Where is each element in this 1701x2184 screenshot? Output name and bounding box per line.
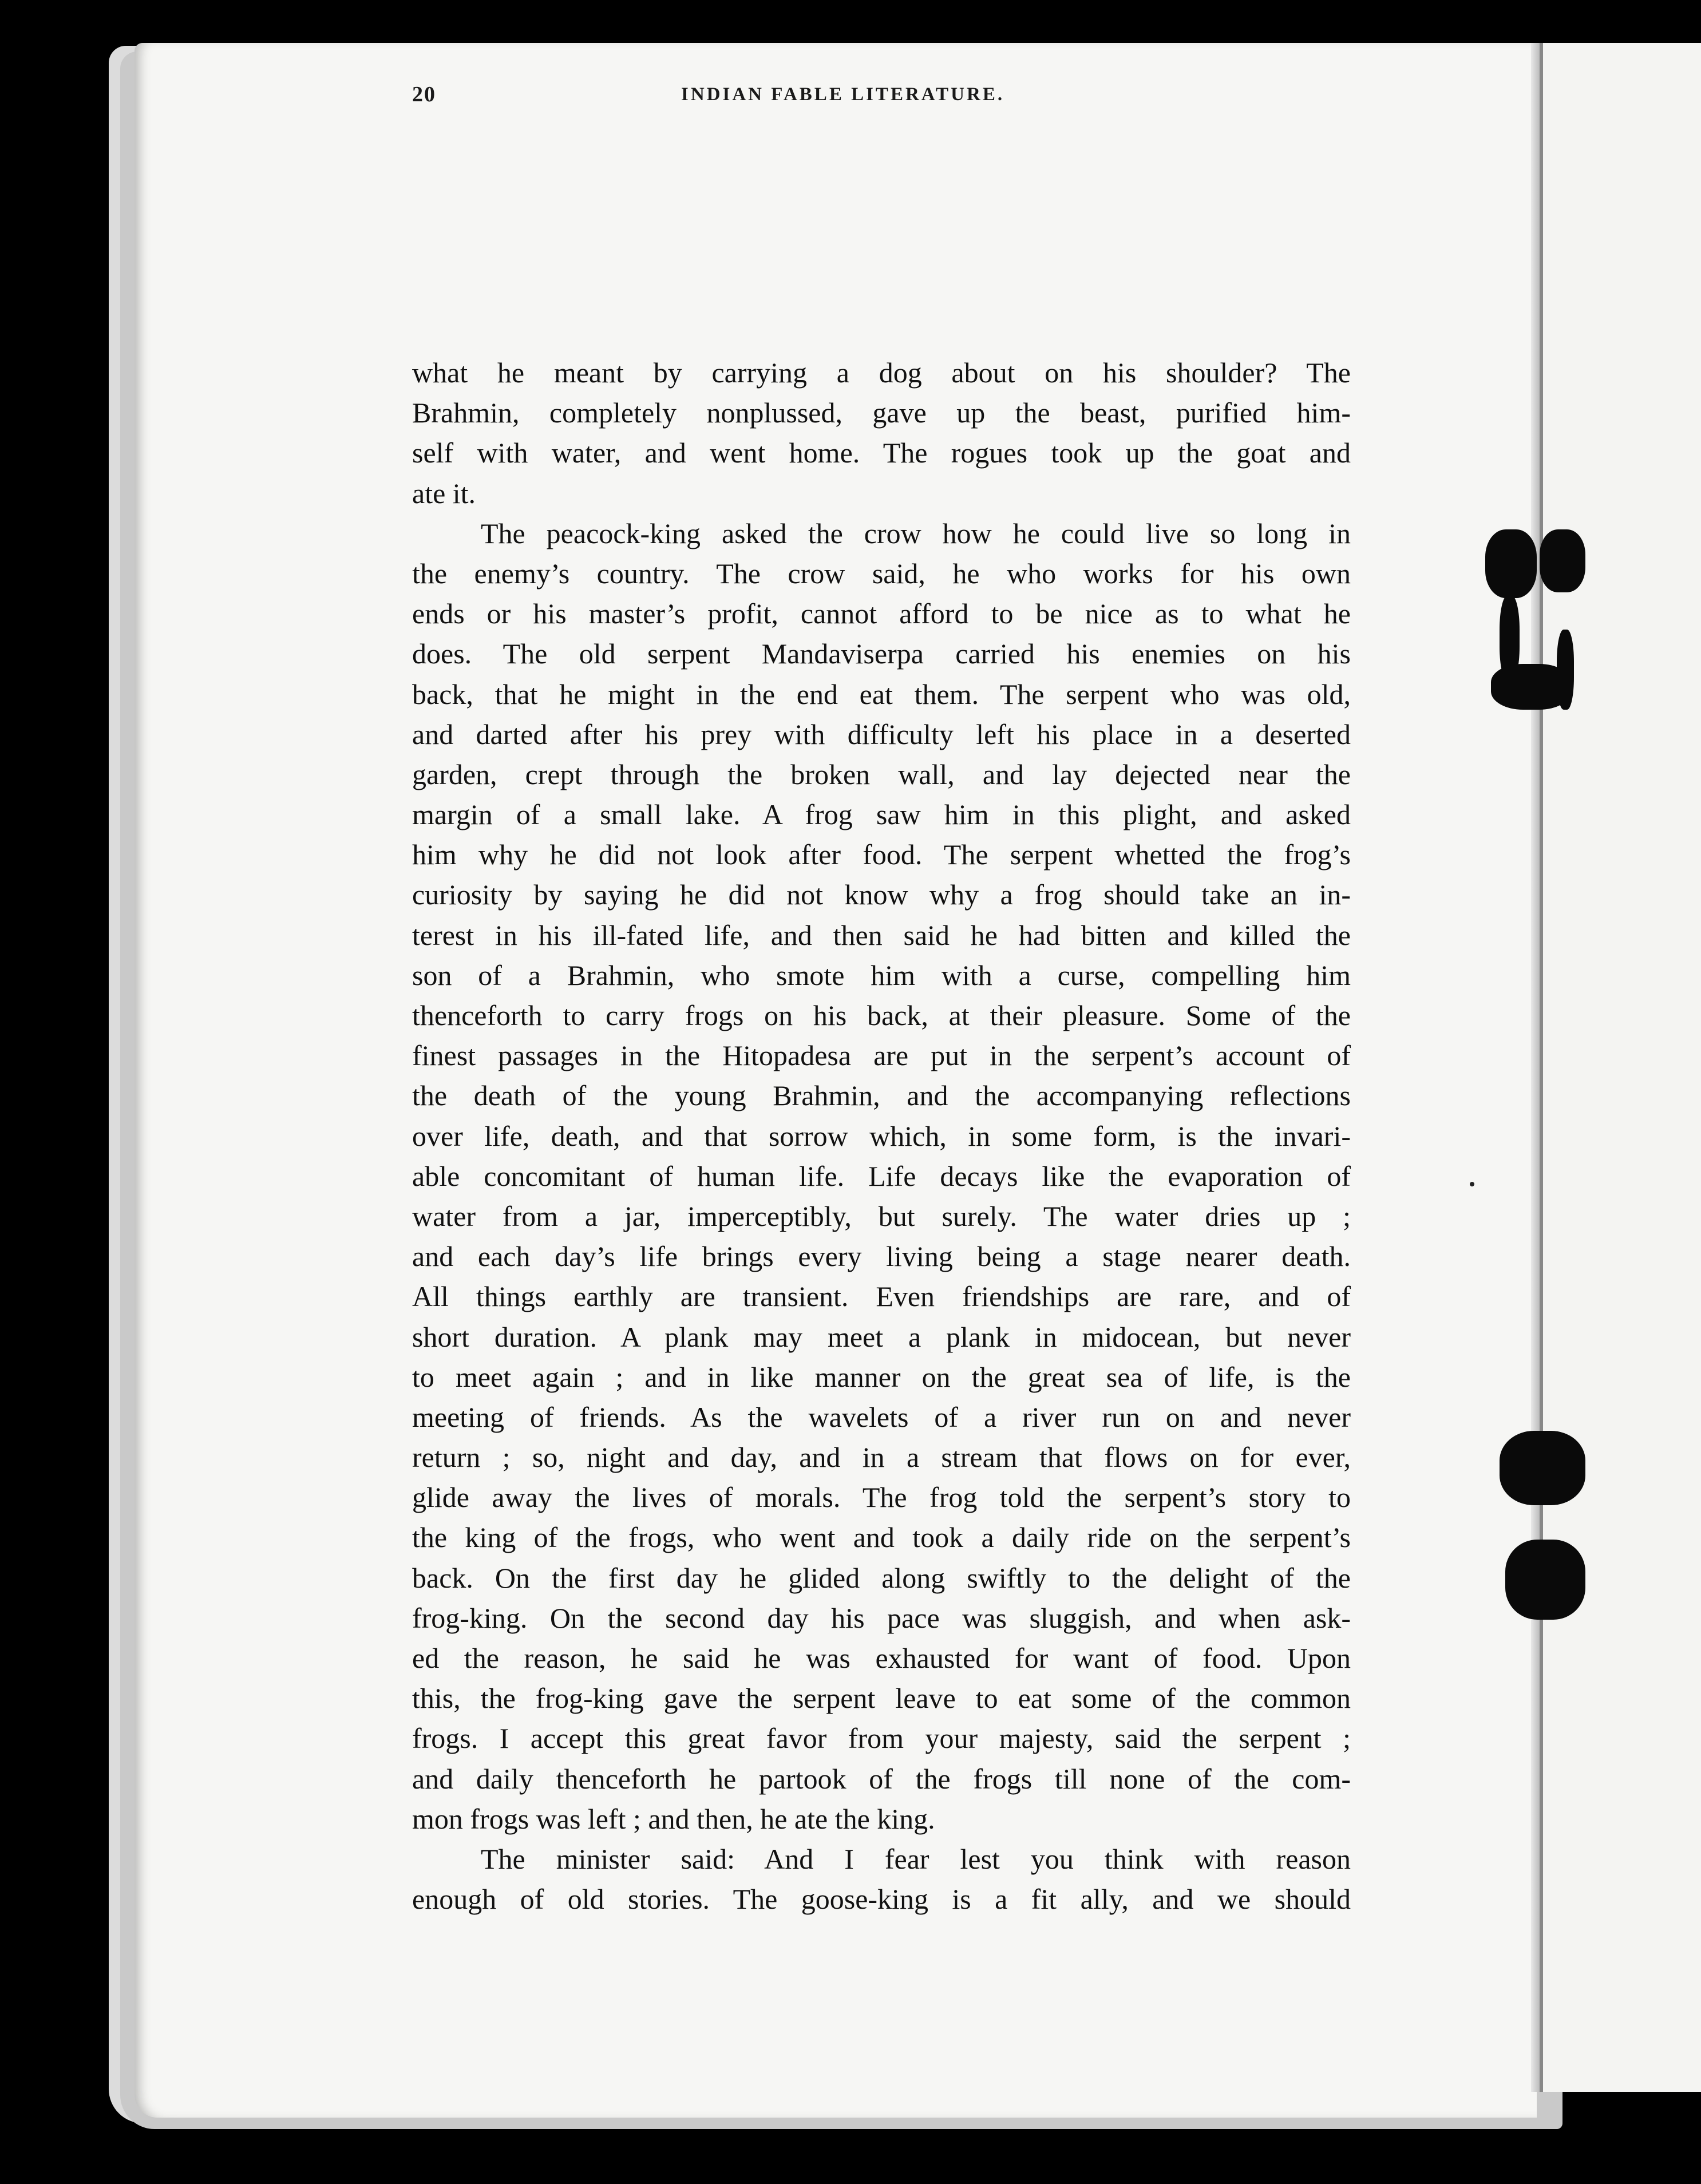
text-line: the king of the frogs, who went and took a daily ride on the serpent’s	[412, 1521, 1351, 1554]
text-line: finest passages in the Hitopadesa are put in the serpent’s account of	[412, 1039, 1351, 1072]
text-line: this, the frog-king gave the serpent leave to eat some of the common	[412, 1682, 1351, 1715]
body-text	[412, 353, 1351, 1919]
text-line: ends or his master’s profit, cannot afford to be nice as to what he	[412, 598, 1351, 630]
text-line: does. The old serpent Mandaviserpa carried his enemies on his	[412, 638, 1351, 670]
text-line: the death of the young Brahmin, and the accompanying reflections	[412, 1079, 1351, 1112]
text-line: terest in his ill-fated life, and then said he had bitten and killed the	[412, 919, 1351, 951]
ink-blot	[1557, 630, 1574, 710]
text-line: back. On the first day he glided along swiftly to the delight of the	[412, 1561, 1351, 1594]
text-line: ed the reason, he said he was exhausted for want of food. Upon	[412, 1642, 1351, 1674]
text-line: mon frogs was left ; and then, he ate the king.	[412, 1802, 935, 1835]
text-line: and daily thenceforth he partook of the frogs till none of the com-	[412, 1762, 1351, 1795]
text-line: glide away the lives of morals. The frog told the serpent’s story to	[412, 1481, 1351, 1514]
text-line: The peacock-king asked the crow how he could live so long in	[481, 517, 1351, 549]
text-line: Brahmin, completely nonplussed, gave up the beast, purified him-	[412, 397, 1351, 429]
text-line: able concomitant of human life. Life decays like the evaporation of	[412, 1160, 1351, 1192]
text-line: back, that he might in the end eat them. The serpent who was old,	[412, 678, 1351, 710]
text-line: thenceforth to carry frogs on his back, at their pleasure. Some of the	[412, 999, 1351, 1031]
text-line: and each day’s life brings every living being a stage nearer death.	[412, 1240, 1351, 1273]
running-head: INDIAN FABLE LITERATURE.	[681, 84, 1005, 105]
text-line: over life, death, and that sorrow which, in some form, is the invari-	[412, 1119, 1351, 1152]
ink-blot	[1485, 529, 1537, 598]
text-line: meeting of friends. As the wavelets of a river run on and never	[412, 1400, 1351, 1433]
text-line: enough of old stories. The goose-king is a fit ally, and we should	[412, 1883, 1351, 1916]
text-line: return ; so, night and day, and in a stream that flows on for ever,	[412, 1441, 1351, 1474]
text-line: The minister said: And I fear lest you think with reason	[481, 1842, 1351, 1875]
text-line: curiosity by saying he did not know why a frog should take an in-	[412, 879, 1351, 911]
text-line: frog-king. On the second day his pace was sluggish, and when ask-	[412, 1601, 1351, 1634]
ink-blot	[1505, 1540, 1585, 1620]
text-line: ate it.	[412, 477, 476, 509]
text-line: son of a Brahmin, who smote him with a curse, compelling him	[412, 959, 1351, 991]
text-line: what he meant by carrying a dog about on his shoulder? The	[412, 357, 1351, 389]
text-line: to meet again ; and in like manner on the great sea of life, is the	[412, 1360, 1351, 1393]
facing-page	[1540, 43, 1701, 2092]
page-number: 20	[412, 82, 436, 106]
text-line: margin of a small lake. A frog saw him in this plight, and asked	[412, 798, 1351, 831]
ink-blot	[1500, 1431, 1585, 1505]
text-line: him why he did not look after food. The serpent whetted the frog’s	[412, 838, 1351, 871]
speck	[1470, 1182, 1474, 1186]
text-line: the enemy’s country. The crow said, he who works for his own	[412, 557, 1351, 589]
text-line: short duration. A plank may meet a plank in midocean, but never	[412, 1320, 1351, 1353]
ink-blot	[1540, 529, 1585, 592]
text-line: and darted after his prey with difficulty left his place in a deserted	[412, 718, 1351, 750]
text-line: garden, crept through the broken wall, and lay dejected near the	[412, 758, 1351, 790]
text-line: frogs. I accept this great favor from your majesty, said the serpent ;	[412, 1722, 1351, 1755]
text-line: All things earthly are transient. Even friendships are rare, and of	[412, 1280, 1351, 1313]
text-line: self with water, and went home. The rogues took up the goat and	[412, 437, 1351, 469]
page-header	[412, 82, 1356, 128]
text-line: water from a jar, imperceptibly, but surely. The water dries up ;	[412, 1200, 1351, 1232]
